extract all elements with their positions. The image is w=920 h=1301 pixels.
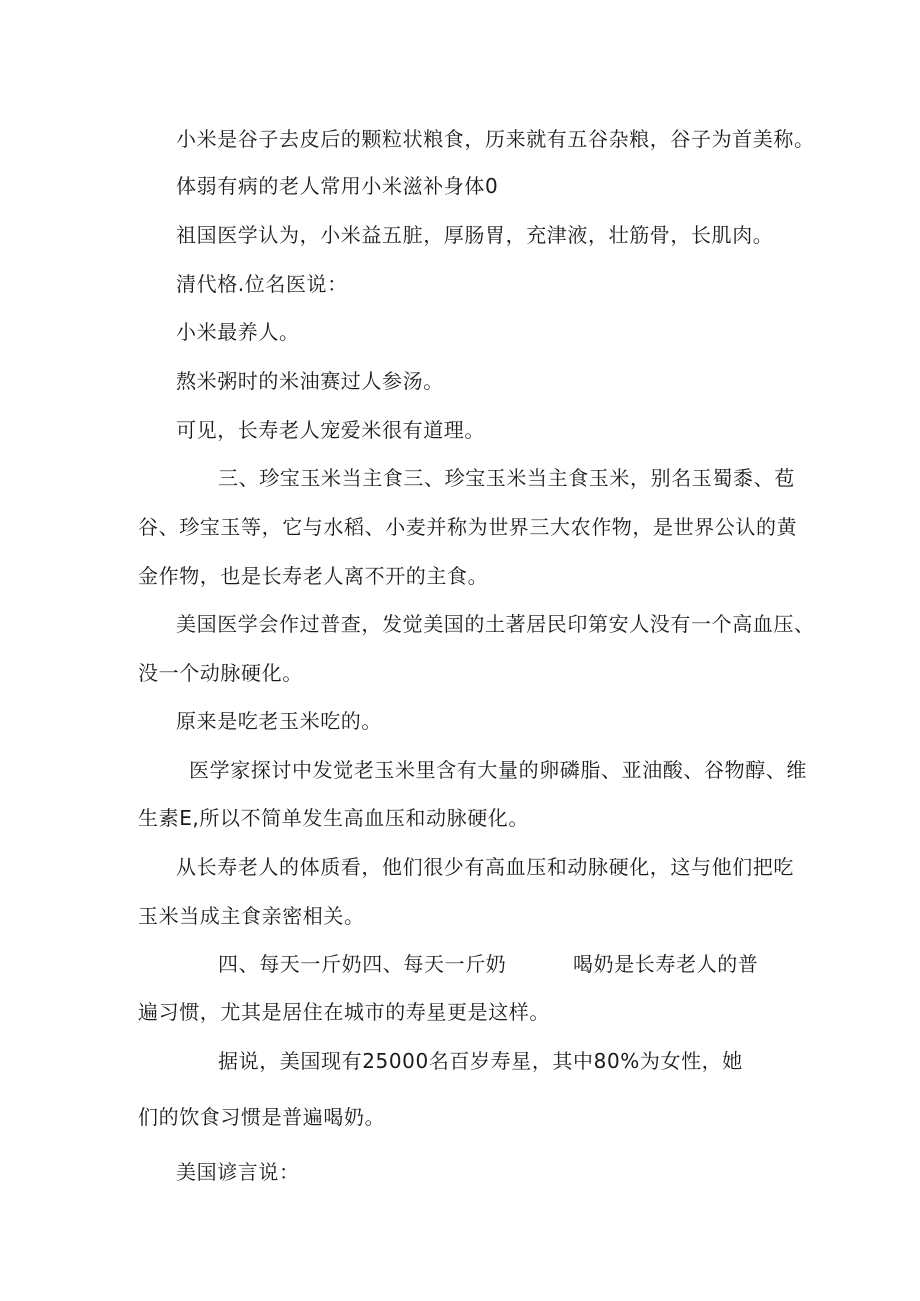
text-line-22: 美国谚言说： <box>176 1160 300 1184</box>
text-line-2: 体弱有病的老人常用小米滋补身体0 <box>176 174 499 198</box>
text-line-5: 小米最养人。 <box>176 320 300 344</box>
text-line-16: 从长寿老人的体质看，他们很少有高血压和动脉硬化，这与他们把吃 <box>176 855 794 879</box>
text-line-1: 小米是谷子去皮后的颗粒状粮食，历来就有五谷杂粮，谷子为首美称。 <box>176 127 815 151</box>
text-line-6: 熬米粥时的米油赛过人参汤。 <box>176 369 444 393</box>
text-line-7: 可见，长寿老人宠爱米很有道理。 <box>176 418 485 442</box>
text-line-3: 祖国医学认为，小米益五脏，厚肠胃，充津液，壮筋骨，长肌肉。 <box>176 223 774 247</box>
text-line-20: 据说，美国现有25000名百岁寿星，其中80%为女性，她 <box>218 1049 743 1073</box>
text-line-4: 清代格.位名医说： <box>176 272 348 296</box>
text-line-8: 三、珍宝玉米当主食三、珍宝玉米当主食玉米，别名玉蜀黍、苞 <box>218 466 795 490</box>
text-line-13: 原来是吃老玉米吃的。 <box>176 709 382 733</box>
text-line-14: 医学家探讨中发觉老玉米里含有大量的卵磷脂、亚油酸、谷物醇、维 <box>189 758 807 782</box>
text-line-11: 美国医学会作过普查，发觉美国的土著居民印第安人没有一个高血压、 <box>176 612 815 636</box>
text-line-12: 没一个动脉硬化。 <box>138 661 303 685</box>
text-line-21: 们的饮食习惯是普遍喝奶。 <box>138 1105 386 1129</box>
text-line-9: 谷、珍宝玉等，它与水稻、小麦并称为世界三大农作物，是世界公认的黄 <box>138 515 798 539</box>
text-line-18b: 喝奶是长寿老人的普 <box>573 952 759 976</box>
text-line-18a: 四、每天一斤奶四、每天一斤奶 <box>218 952 507 976</box>
text-line-19: 遍习惯，尤其是居住在城市的寿星更是这样。 <box>138 1000 550 1024</box>
text-line-10: 金作物，也是长寿老人离不开的主食。 <box>138 564 489 588</box>
text-line-15: 生素E,所以不简单发生高血压和动脉硬化。 <box>138 806 529 830</box>
text-line-17: 玉米当成主食亲密相关。 <box>138 904 365 928</box>
